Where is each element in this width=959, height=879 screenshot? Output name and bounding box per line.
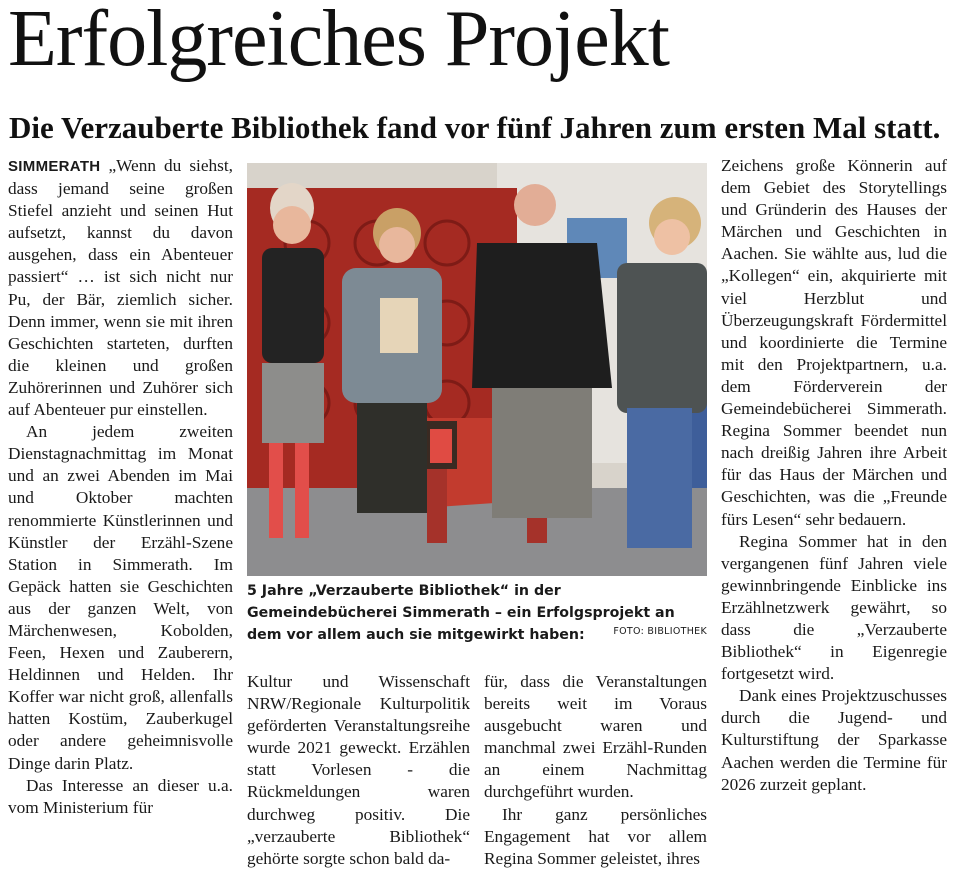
photo-illustration	[247, 163, 707, 576]
paragraph: An jedem zweiten Dienstagnachmittag im Monat und an zwei Abenden im Mai und Oktober machten renommierte Künstlerinnen und Künstler der Erzähl-Szene Station in Simmerath. Im Gepäck hatten sie Geschichten aus der ganzen Welt, von Märchenwesen, Kobolden, Feen, Hexen und Zauberern, Heldinnen und Helden. Ihr Koffer war nicht groß, allenfalls hatten Kostüm, Zauberkugel oder andere geheimnisvolle Dinge darin Platz.	[8, 422, 233, 773]
paragraph: Dank eines Projektzuschusses durch die Jugend- und Kulturstiftung der Sparkasse Aachen werden die Termine für 2026 zurzeit geplant.	[721, 686, 947, 794]
article-column-2	[247, 671, 470, 870]
caption-text: 5 Jahre „Verzauberte Bibliothek“ in der Gemeindebücherei Simmerath – ein Erfolgsprojekt an dem vor allem auch sie mitgewirkt haben:	[247, 583, 675, 643]
photo-credit: FOTO: BIBLIOTHEK	[613, 626, 707, 637]
article-column-1	[8, 155, 233, 819]
article-column-4	[721, 155, 947, 796]
subheadline: Die Verzauberte Bibliothek fand vor fünf Jahren zum ersten Mal statt.	[9, 110, 941, 145]
article-photo	[247, 163, 707, 576]
photo-caption	[247, 580, 707, 646]
paragraph: Ihr ganz persönliches Engagement hat vor allem Regina Sommer geleistet, ihres	[484, 804, 707, 868]
paragraph: für, dass die Veranstaltungen bereits weit im Voraus ausgebucht waren und manchmal zwei Erzähl-Runden an einem Nachmittag durchgeführt wurden.	[484, 672, 707, 802]
paragraph: Zeichens große Könnerin auf dem Gebiet des Storytellings und Gründerin des Hauses der Märchen und Geschichten in Aachen. Sie wählte aus, lud die „Kollegen“ ein, akquirierte mit viel Herzblut und Überzeugungskraft Fördermittel und koordinierte die Termine mit den Projektpartnern, u.a. dem Förderverein der Gemeindebücherei Simmerath. Regina Sommer beendet nun nach dreißig Jahren ihre Arbeit für das Haus der Märchen und Geschichten, was die „Freunde fürs Lesen“ sehr bedauern.	[721, 156, 947, 529]
paragraph: Regina Sommer hat in den vergangenen fünf Jahren viele gewinnbringende Einblicke ins Erzählnetzwerk gewährt, so dass die „Verzauberte Bibliothek“ in Eigenregie fortgesetzt wird.	[721, 531, 947, 684]
dateline: SIMMERATH	[8, 158, 101, 175]
paragraph: Das Interesse an dieser u.a. vom Ministerium für	[8, 775, 233, 817]
headline: Erfolgreiches Projekt	[8, 0, 669, 83]
paragraph: Kultur und Wissenschaft NRW/Regionale Kulturpolitik geförderten Veranstaltungsreihe wurde 2021 geweckt. Erzählen statt Vorlesen - die Rückmeldungen waren durchweg positiv. Die „verzauberte Bibliothek“ gehörte sorgte schon bald da-	[247, 672, 470, 868]
paragraph	[8, 155, 233, 421]
article-column-3	[484, 671, 707, 870]
paragraph-text: „Wenn du siehst, dass jemand seine großen Stiefel anzieht und seinen Hut aufsetzt, kannst du davon ausgehen, dass ein Abenteuer passiert“ … ist sich nicht nur Pu, der Bär, ziemlich sicher. Denn immer, wenn sie mit ihren Geschichten starteten, durften die kleinen und großen Zuhörerinnen und Zuhörer sich auf Abenteuer pur einstellen.	[8, 156, 234, 420]
